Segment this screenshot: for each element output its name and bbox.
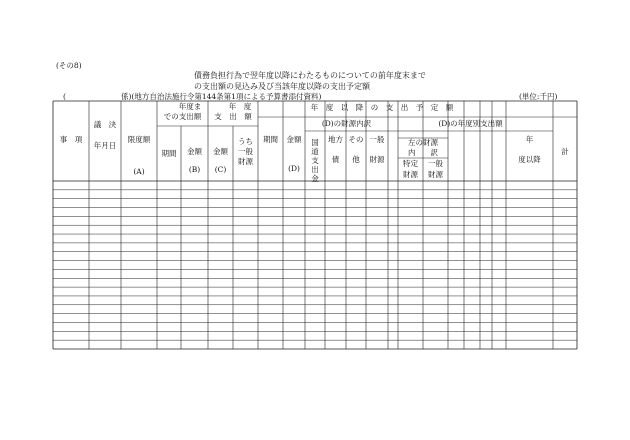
header-zaigen-naiyaku: (D)の財源内訳 bbox=[321, 119, 372, 128]
header-sonota-1: その bbox=[348, 135, 364, 144]
header-kingaku-c-mark: (C) bbox=[214, 165, 227, 174]
header-kokko-5: 金 bbox=[311, 174, 319, 183]
header-sonota-2: 他 bbox=[352, 155, 360, 164]
header-kikan-2: 期間 bbox=[263, 135, 278, 144]
header-uchi-3: 財源 bbox=[238, 157, 253, 166]
header-yotei: 年 度 以 降 の 支 出 予 定 額 bbox=[310, 103, 454, 112]
header-kingaku-d: 金額 bbox=[286, 135, 302, 144]
header-kingaku-c: 金額 bbox=[213, 147, 228, 156]
header-nendo-iko-1: 年 bbox=[525, 135, 534, 144]
header-chihousai-2: 債 bbox=[331, 155, 340, 164]
header-ippan-1: 一般 bbox=[369, 135, 385, 144]
header-tokutei-1: 特定 bbox=[403, 159, 418, 168]
header-hidari-2: 内 訳 bbox=[408, 148, 438, 157]
header-nendobetsu: (D)の年度別支出額 bbox=[438, 119, 503, 128]
department-open-paren: ( bbox=[63, 92, 66, 101]
header-gendogaku-mark: (A) bbox=[133, 167, 145, 176]
header-ippan2-2: 財源 bbox=[428, 170, 443, 179]
page-label: (その8) bbox=[56, 61, 82, 70]
header-tokutei-2: 財源 bbox=[403, 170, 418, 179]
header-hidari-1: 左の財源 bbox=[408, 138, 438, 147]
header-chihousai-1: 地方 bbox=[328, 135, 343, 144]
header-kikan-1: 期間 bbox=[161, 149, 177, 158]
header-giketsu-1: 議 決 bbox=[93, 120, 117, 129]
header-kokko-1: 国 bbox=[311, 138, 319, 147]
header-zennendo-2: での支出額 bbox=[163, 112, 202, 121]
header-kei: 計 bbox=[561, 147, 569, 156]
header-tonendo-1: 年 度 bbox=[228, 102, 252, 111]
header-giketsu-2: 年月日 bbox=[93, 141, 117, 150]
header-nendo-iko-2: 度以降 bbox=[518, 155, 541, 164]
header-kingaku-b-mark: (B) bbox=[188, 165, 201, 174]
header-uchi-1: うち bbox=[238, 137, 253, 146]
header-kokko-2: 道 bbox=[311, 147, 319, 156]
department-basis-note: 係)(地方自治法施行令第144条第1項による予算書添付資料) bbox=[121, 92, 322, 101]
header-tonendo-2: 支 出 額 bbox=[214, 112, 252, 121]
header-gendogaku: 限度額 bbox=[127, 135, 151, 144]
header-kokko-3: 支 bbox=[311, 156, 319, 165]
header-ippan2-1: 一般 bbox=[428, 159, 443, 168]
header-ippan-2: 財源 bbox=[369, 155, 385, 164]
unit-label: (単位:千円) bbox=[519, 92, 558, 101]
document-title-line-1: 債務負担行為で翌年度以降にわたるものについての前年度末まで bbox=[194, 71, 426, 80]
header-zennendo-1: 年度ま bbox=[178, 102, 202, 111]
header-kingaku-b: 金額 bbox=[187, 147, 202, 156]
document-title-line-2: の支出額の見込み及び当該年度以降の支出予定額 bbox=[194, 82, 370, 91]
header-jiko: 事 項 bbox=[59, 135, 83, 144]
header-uchi-2: 一般 bbox=[238, 147, 253, 156]
header-kokko-4: 出 bbox=[311, 165, 319, 174]
header-kingaku-d-mark: (D) bbox=[288, 164, 300, 173]
